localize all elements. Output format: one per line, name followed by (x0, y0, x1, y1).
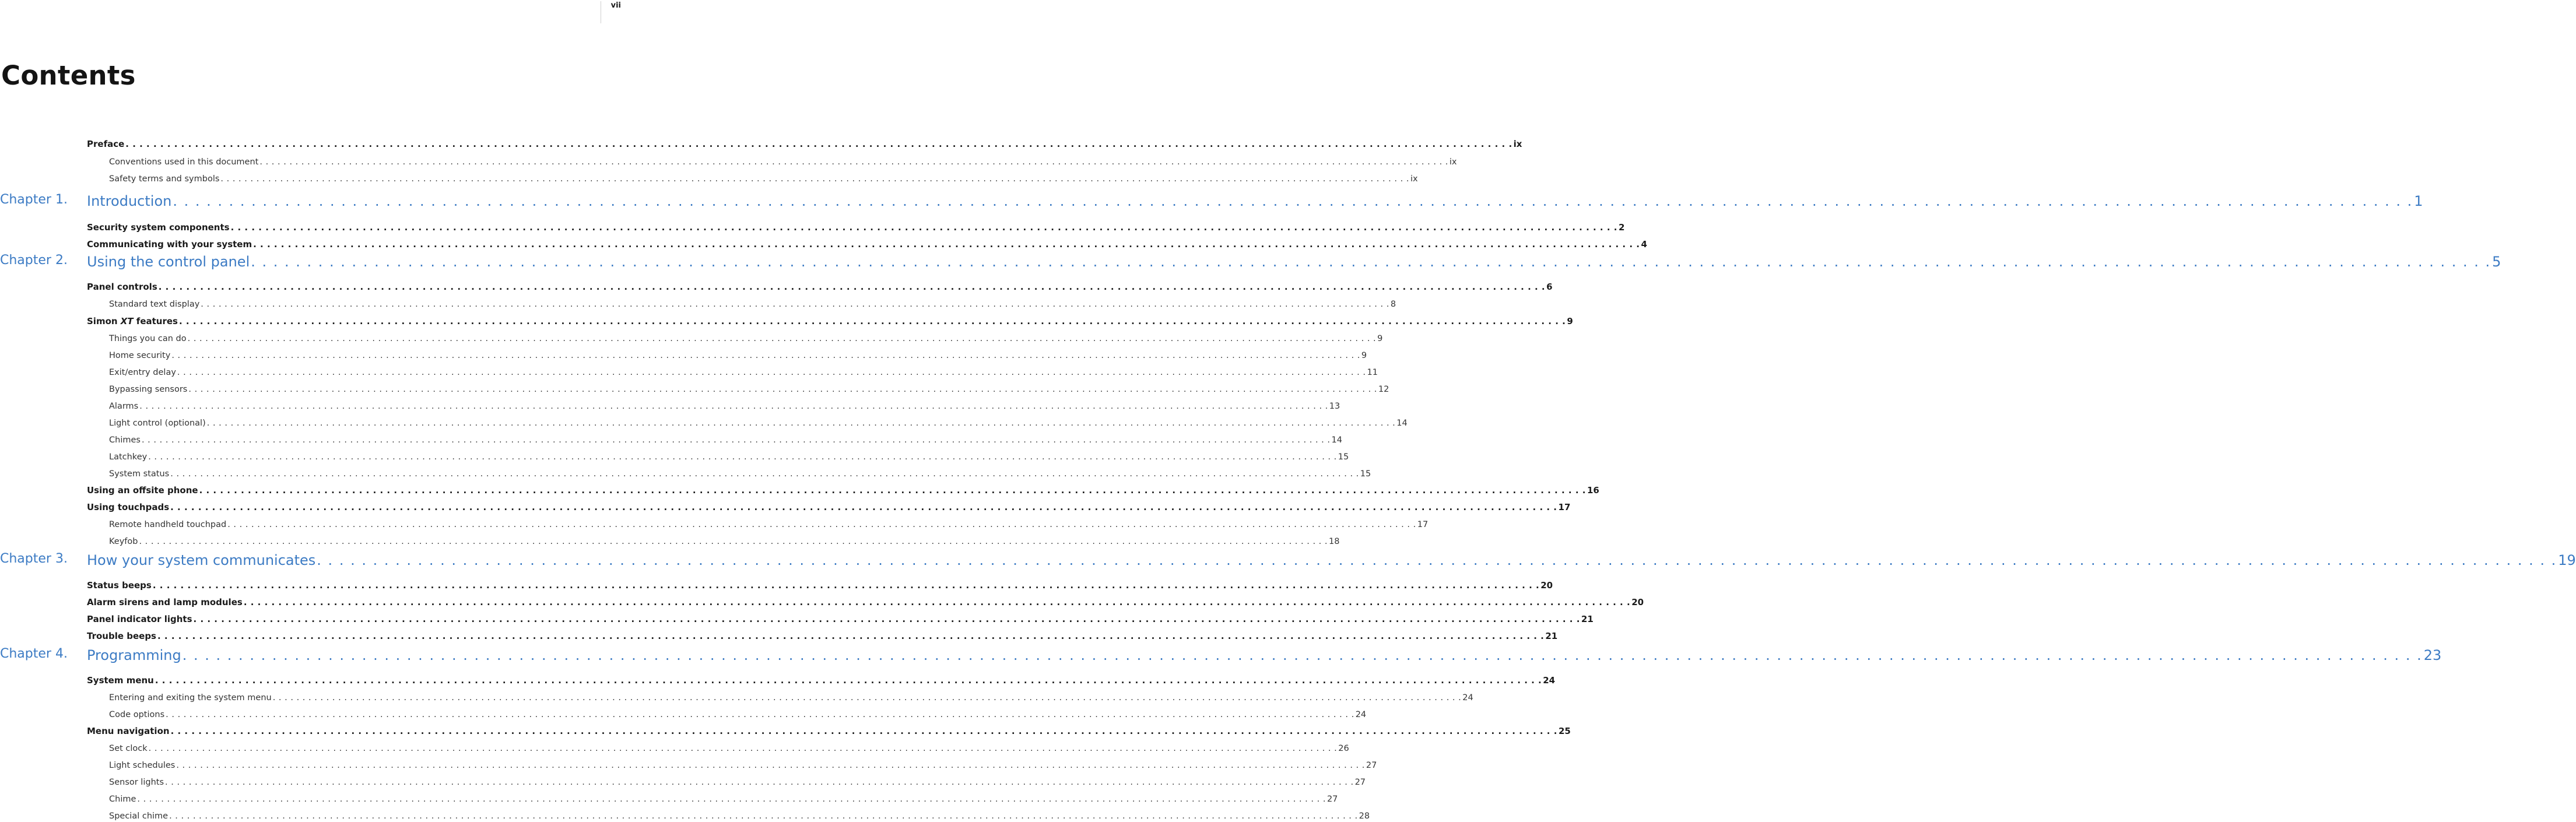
toc-entry[interactable] (0, 641, 2442, 665)
toc-entry-label: Panel controls (87, 282, 157, 292)
toc-entry-page: 20 (1631, 597, 1644, 607)
toc-entry-label: Simon XT features (87, 316, 178, 326)
toc-entry-label: Using an offsite phone (87, 485, 198, 496)
toc-entry[interactable] (0, 591, 1644, 609)
toc-entry-page: 5 (2492, 254, 2501, 270)
toc-entry-label: Chimes (109, 435, 141, 445)
toc-entry-label: Special chime (109, 812, 169, 821)
toc-entry-page: 17 (1558, 502, 1571, 512)
toc-entry-label: Trouble beeps (87, 631, 156, 641)
dot-leader: . . . . . . . . . . . . . . . . . . . . . . . . . . . . . . . . . . . . . . . . . . . . . . . . . . . . . . . . . . . . . . . . . . . . . . . . . . . . . . . . . . . . . . . . . . . . . . . . . . . . . . . . . . . . . . . . . . . . . . . . . . . . . . . . . . . . . . . . . . . . . . . . . . . . . . . . . . . . . . . . . . . . . . . . . . . . . . . . . . . . . . . . . . . . . . . . . . . . . . . . (230, 222, 1617, 233)
toc-entry-label: Remote handheld touchpad (109, 520, 227, 529)
toc-entry-page: 15 (1338, 452, 1349, 462)
toc-entry-label: Using the control panel (87, 254, 250, 270)
toc-entry-page: 27 (1354, 778, 1366, 787)
toc-entry-label: Home security (109, 351, 171, 360)
dot-leader: . . . . . . . . . . . . . . . . . . . . . . . . . . . . . . . . . . . . . . . . . . . . . . . . . . . . . . . . . . . . . . . . . . . . . . . . . . . . . . . . . . . . . . . . . . . . . . . . . . . . . . . . . . . . . . . . . . . . . . . . . . . . . . . . . . . . . . . . . . . . . . . . . . . . . . . . . . . . . . . . . . . . . . . . . . . . . . . . . . . . . . . . . . . . . . . . . . . . . . . . (158, 282, 1546, 292)
dot-leader: . . . . . . . . . . . . . . . . . . . . . . . . . . . . . . . . . . . . . . . . . . . . . . . . . . . . . . . . . . . . . . . . . . . . . . . . . . . . . . . . . . . . . . . . . . . . . . . . . . . . . . . . . . . . . . . . . . . . . . . . . . . . . . . . . . . . . . . . . . . . . . . . . . . . . . . . . . . . . . . . . . . . . . . . . . . . . . . . . . . . . . . . . . . . . . . . . . . . . . . . (253, 239, 1640, 250)
toc-entry-page: 17 (1417, 520, 1429, 529)
toc-entry[interactable] (0, 546, 2576, 570)
chapter-number: Chapter 3. (0, 551, 68, 566)
toc-entry-page: 12 (1378, 385, 1389, 394)
dot-leader: . . . . . . . . . . . . . . . . . . . . . . . . . . . . . . . . . . . . . . . . . . . . . . . . . . . . . . . . . . . . . . . . . . . . . . . . . . . . . . . . . . . . . . . . . . . . . . . . . . . . . . . . . . . . . . . . . . . . . . . . . . . . . . . . . . . . . . . . . . . . . . . . . . . . . . . . . . . . . . . . . . . . . . . . . . . . . . . . . . . . . . . . . . . . . . . . . . . . . . . . (170, 469, 1359, 479)
toc-entry-page: 19 (2558, 552, 2576, 568)
toc-entry[interactable] (0, 187, 2423, 210)
toc-entry[interactable] (0, 513, 1429, 531)
toc-entry[interactable] (0, 703, 1367, 721)
toc-entry-label: Keyfob (109, 537, 138, 546)
dot-leader: . . . . . . . . . . . . . . . . . . . . . . . . . . . . . . . . . . . . . . . . . . . . . . . . . . . . . . . . . . . . . . . . . . . . . . . . . . . . . . . . . . . . . . . . . . . . . . . . . . . . . . . . . . . . . . . . . . . . . . . . . . . . . . . . . . . . . . . . . . . . . . . . . . . . . . . . . . . . . . . . . . . . . . . . . . . . . . . . . . . . . . . . . . . . . . . . . . . . . . . . (152, 580, 1540, 591)
toc-entry-label: Programming (87, 647, 181, 663)
toc-entry[interactable] (0, 310, 1573, 328)
toc-entry-label: Preface (87, 139, 125, 149)
dot-leader: . . . . . . . . . . . . . . . . . . . . . . . . . . . . . . . . . . . . . . . . . . . . . . . . . . . . . . . . . . . . . . . . . . . . . . . . . . . . . . . . . . . . . . . . . . . . . . . . . . . . . . . . . . . . . . . . . . . . . . . . . . . . . . . . . . . . . . . . . . . . . . . . . . . . . . . . . . . . . . . . . . . . . . . . . . . . . . . . . . . . . . . . . . . . . . . . . . . . . . . . (170, 502, 1557, 512)
toc-entry[interactable] (0, 625, 1558, 642)
toc-entry-label: Communicating with your system (87, 239, 252, 250)
toc-entry[interactable] (0, 608, 1594, 626)
dot-leader: . . . . . . . . . . . . . . . . . . . . . . . . . . . . . . . . . . . . . . . . . . . . . . . . . . . . . . . . . . . . . . . . . . . . . . . . . . . . . . . . . . . . . . . . . . . . . . . . . . . . . . . . . . . . . . . . . . . . . . . . . . . . . . . . . . . . . . . . . . . . . . . . . . . . . . . . . . . . . . . . . . . . . . . . . . . . . . . . . . . . . . . . . . . . . . . . . . . . . . . . (259, 157, 1448, 167)
toc-entry-page: 18 (1329, 537, 1340, 546)
toc-entry[interactable] (0, 669, 1556, 687)
dot-leader: . . . . . . . . . . . . . . . . . . . . . . . . . . . . . . . . . . . . . . . . . . . . . . . . . . . . . . . . . . . . . . . . . . . . . . . . . . . . . . . . . . . . . . . . . . . . . . . . . . . . . . . . . . . . . . . . . . . . . . . . . . . . . . . . . . . . . . . . . . . . . . . . . . . . . . . . . . . . . . . . . . . . . . . . . . . . . . . . . . . . . . . . . . . . . . . . . . . . . . . . (165, 778, 1354, 787)
dot-leader: . . . . . . . . . . . . . . . . . . . . . . . . . . . . . . . . . . . . . . . . . . . . . . . . . . . . . . . . . . . . . . . . . . . . . . . . . . . . . . . . . . . . . . . . . . . . . . . . . . . . . . . . . . . . . . . . . . . . . . . . . . . . . . . . . . . . . . . . . . . . . . . . . . . . . . . . . . . . . . . . . . . . . . . . . . . . . . . . . . . . . . . . . . . . . . . . . . . . . . . . (193, 614, 1580, 624)
chapter-number: Chapter 2. (0, 253, 68, 268)
toc-entry[interactable] (0, 788, 1338, 805)
dot-leader: . . . . . . . . . . . . . . . . . . . . . . . . . . . . . . . . . . . . . . . . . . . . . . . . . . . . . . . . . . . . . . . . . . . . . . . . . . . . . . . . . . . . . . . . . . . . . . . . . . . . . . . . . . . . . . . . . . . . . . . . . . . . . . . . . . . . . . . . . . . . . . . . . . . . . . . . . . . . . . . . . . . . . . . . . . . . . . . . . . . . . . . . . . . . . . . . . . . . . . . . (125, 139, 1512, 149)
dot-leader: . . . . . . . . . . . . . . . . . . . . . . . . . . . . . . . . . . . . . . . . . . . . . . . . . . . . . . . . . . . . . . . . . . . . . . . . . . . . . . . . . . . . . . . . . . . . . . . . . . . . . . . . . . . . . . . . . . . . . . . . . . . . . . . . . . . . . . . . . . . . . . . . . . . . . . . . . . . . . . . . . . . . . . . . . . . . . . . . . . . . . . . . . . . . . . . . . . . . . . . . (141, 435, 1331, 445)
toc-entry[interactable] (0, 428, 1342, 446)
toc-entry-label: Set clock (109, 744, 148, 753)
page-number: vii (601, 1, 622, 23)
dot-leader: . . . . . . . . . . . . . . . . . . . . . . . . . . . . . . . . . . . . . . . . . . . . . . . . . . . . . . . . . . . . . . . . . . . . . . . . . . . . . . . . . . . . . . . . . . . . . . . . . . . . . . . . . . . . . . . . . . . . . . . . . . . . . . . . . . . . . . . . . . . . . . . . . . . . . . . . . . . . . . . . . . . . . . . . . . . . . . . . . . . . . . . . . . . . . . . . . . . . . . . . (317, 552, 2557, 568)
toc-entry-label: Code options (109, 710, 165, 719)
dot-leader: . . . . . . . . . . . . . . . . . . . . . . . . . . . . . . . . . . . . . . . . . . . . . . . . . . . . . . . . . . . . . . . . . . . . . . . . . . . . . . . . . . . . . . . . . . . . . . . . . . . . . . . . . . . . . . . . . . . . . . . . . . . . . . . . . . . . . . . . . . . . . . . . . . . . . . . . . . . . . . . . . . . . . . . . . . . . . . . . . . . . . . . . . . . . . . . . . . . . . . . . (169, 812, 1358, 821)
toc-entry-label: Alarm sirens and lamp modules (87, 597, 243, 607)
toc-entry[interactable] (0, 276, 1553, 293)
toc-entry-page: 16 (1587, 485, 1599, 496)
dot-leader: . . . . . . . . . . . . . . . . . . . . . . . . . . . . . . . . . . . . . . . . . . . . . . . . . . . . . . . . . . . . . . . . . . . . . . . . . . . . . . . . . . . . . . . . . . . . . . . . . . . . . . . . . . . . . . . . . . . . . . . . . . . . . . . . . . . . . . . . . . . . . . . . . . . . . . . . . . . . . . . . . . . . . . . . . . . . . . . . . . . . . . . . . . . . . . . . . . . . . . . . (201, 300, 1389, 309)
toc-entry[interactable] (0, 720, 1571, 737)
toc-entry[interactable] (0, 344, 1367, 361)
dot-leader: . . . . . . . . . . . . . . . . . . . . . . . . . . . . . . . . . . . . . . . . . . . . . . . . . . . . . . . . . . . . . . . . . . . . . . . . . . . . . . . . . . . . . . . . . . . . . . . . . . . . . . . . . . . . . . . . . . . . . . . . . . . . . . . . . . . . . . . . . . . . . . . . . . . . . . . . . . . . . . . . . . . . . . . . . . . . . . . . . . . . . . . . . . . . . . . . . . . . . . . . (148, 744, 1338, 753)
toc-entry-page: 11 (1367, 368, 1378, 377)
toc-entry[interactable] (0, 412, 1408, 429)
toc-entry-page: 23 (2423, 647, 2442, 663)
dot-leader: . . . . . . . . . . . . . . . . . . . . . . . . . . . . . . . . . . . . . . . . . . . . . . . . . . . . . . . . . . . . . . . . . . . . . . . . . . . . . . . . . . . . . . . . . . . . . . . . . . . . . . . . . . . . . . . . . . . . . . . . . . . . . . . . . . . . . . . . . . . . . . . . . . . . . . . . . . . . . . . . . . . . . . . . . . . . . . . . . . . . . . . . . . . . . . . . . . . . . . . . (243, 597, 1631, 607)
toc-entry[interactable] (0, 754, 1377, 771)
toc-entry-label: Menu navigation (87, 726, 170, 736)
toc-entry[interactable] (0, 530, 1340, 547)
dot-leader: . . . . . . . . . . . . . . . . . . . . . . . . . . . . . . . . . . . . . . . . . . . . . . . . . . . . . . . . . . . . . . . . . . . . . . . . . . . . . . . . . . . . . . . . . . . . . . . . . . . . . . . . . . . . . . . . . . . . . . . . . . . . . . . . . . . . . . . . . . . . . . . . . . . . . . . . . . . . . . . . . . . . . . . . . . . . . . . . . . . . . . . . . . . . . . . . . . . . . . . . (199, 485, 1586, 496)
toc-entry[interactable] (0, 167, 1418, 185)
toc-entry[interactable] (0, 737, 1349, 754)
dot-leader: . . . . . . . . . . . . . . . . . . . . . . . . . . . . . . . . . . . . . . . . . . . . . . . . . . . . . . . . . . . . . . . . . . . . . . . . . . . . . . . . . . . . . . . . . . . . . . . . . . . . . . . . . . . . . . . . . . . . . . . . . . . . . . . . . . . . . . . . . . . . . . . . . . . . . . . . . . . . . . . . . . . . . . . . . . . . . . . . . . . . . . . . . . . . . . . . . . . . . . . . (157, 631, 1545, 641)
toc-entry-label: Exit/entry delay (109, 368, 176, 377)
dot-leader: . . . . . . . . . . . . . . . . . . . . . . . . . . . . . . . . . . . . . . . . . . . . . . . . . . . . . . . . . . . . . . . . . . . . . . . . . . . . . . . . . . . . . . . . . . . . . . . . . . . . . . . . . . . . . . . . . . . . . . . . . . . . . . . . . . . . . . . . . . . . . . . . . . . . . . . . . . . . . . . . . . . . . . . . . . . . . . . . . . . . . . . . . . . . . . . . . . . . . . . . (206, 419, 1396, 428)
toc-entry-label: Things you can do (109, 334, 187, 343)
toc-entry-label: Status beeps (87, 580, 152, 591)
toc-entry-page: 9 (1567, 316, 1573, 326)
toc-entry-page: 26 (1338, 744, 1349, 753)
dot-leader: . . . . . . . . . . . . . . . . . . . . . . . . . . . . . . . . . . . . . . . . . . . . . . . . . . . . . . . . . . . . . . . . . . . . . . . . . . . . . . . . . . . . . . . . . . . . . . . . . . . . . . . . . . . . . . . . . . . . . . . . . . . . . . . . . . . . . . . . . . . . . . . . . . . . . . . . . . . . . . . . . . . . . . . . . . . . . . . . . . . . . . . . . . . . . . . . . . . . . . . . (148, 452, 1337, 462)
toc-entry[interactable] (0, 293, 1396, 310)
toc-entry-label: Security system components (87, 222, 230, 233)
dot-leader: . . . . . . . . . . . . . . . . . . . . . . . . . . . . . . . . . . . . . . . . . . . . . . . . . . . . . . . . . . . . . . . . . . . . . . . . . . . . . . . . . . . . . . . . . . . . . . . . . . . . . . . . . . . . . . . . . . . . . . . . . . . . . . . . . . . . . . . . . . . . . . . . . . . . . . . . . . . . . . . . . . . . . . . . . . . . . . . . . . . . . . . . . . . . . . . . . . . . . . . . (137, 795, 1326, 804)
toc-entry-page: 24 (1355, 710, 1367, 719)
dot-leader: . . . . . . . . . . . . . . . . . . . . . . . . . . . . . . . . . . . . . . . . . . . . . . . . . . . . . . . . . . . . . . . . . . . . . . . . . . . . . . . . . . . . . . . . . . . . . . . . . . . . . . . . . . . . . . . . . . . . . . . . . . . . . . . . . . . . . . . . . . . . . . . . . . . . . . . . . . . . . . . . . . . . . . . . . . . . . . . . . . . . . . . . . . . . . . . . . . . . . . . . (272, 693, 1462, 702)
dot-leader: . . . . . . . . . . . . . . . . . . . . . . . . . . . . . . . . . . . . . . . . . . . . . . . . . . . . . . . . . . . . . . . . . . . . . . . . . . . . . . . . . . . . . . . . . . . . . . . . . . . . . . . . . . . . . . . . . . . . . . . . . . . . . . . . . . . . . . . . . . . . . . . . . . . . . . . . . . . . . . . . . . . . . . . . . . . . . . . . . . . . . . . . . . . . . . . . . . . . . . . . (171, 351, 1360, 360)
toc-entry-page: 27 (1326, 795, 1338, 804)
toc-entry-label: System status (109, 469, 170, 479)
toc-entry-page: 21 (1545, 631, 1558, 641)
toc-entry[interactable] (0, 378, 1389, 395)
toc-entry-page: 27 (1366, 761, 1377, 770)
toc-entry[interactable] (0, 248, 2501, 271)
toc-entry[interactable] (0, 496, 1571, 514)
dot-leader: . . . . . . . . . . . . . . . . . . . . . . . . . . . . . . . . . . . . . . . . . . . . . . . . . . . . . . . . . . . . . . . . . . . . . . . . . . . . . . . . . . . . . . . . . . . . . . . . . . . . . . . . . . . . . . . . . . . . . . . . . . . . . . . . . . . . . . . . . . . . . . . . . . . . . . . . . . . . . . . . . . . . . . . . . . . . . . . . . . . . . . . . . . . . . . . . . . . . . . . . (139, 537, 1328, 546)
chapter-number: Chapter 1. (0, 192, 68, 207)
dot-leader: . . . . . . . . . . . . . . . . . . . . . . . . . . . . . . . . . . . . . . . . . . . . . . . . . . . . . . . . . . . . . . . . . . . . . . . . . . . . . . . . . . . . . . . . . . . . . . . . . . . . . . . . . . . . . . . . . . . . . . . . . . . . . . . . . . . . . . . . . . . . . . . . . . . . . . . . . . . . . . . . . . . . . . . . . . . . . . . . . . . . . . . . . . . . . . . . . . . . . . . . (170, 726, 1557, 736)
toc-entry-label: Sensor lights (109, 778, 164, 787)
toc-entry-page: 28 (1359, 812, 1370, 821)
toc-entry-label: Standard text display (109, 300, 200, 309)
dot-leader: . . . . . . . . . . . . . . . . . . . . . . . . . . . . . . . . . . . . . . . . . . . . . . . . . . . . . . . . . . . . . . . . . . . . . . . . . . . . . . . . . . . . . . . . . . . . . . . . . . . . . . . . . . . . . . . . . . . . . . . . . . . . . . . . . . . . . . . . . . . . . . . . . . . . . . . . . . . . . . . . . . . . . . . . . . . . . . . . . . . . . . . . . . . . . . . . . . . . . . . . (166, 710, 1354, 719)
toc-entry-label: Light control (optional) (109, 419, 206, 428)
toc-entry-label: Entering and exiting the system menu (109, 693, 272, 702)
toc-entry[interactable] (0, 216, 1625, 234)
toc-entry[interactable] (0, 574, 1553, 592)
toc-entry[interactable] (0, 805, 1370, 822)
toc-entry[interactable] (0, 445, 1349, 463)
toc-entry-label: Safety terms and symbols (109, 174, 220, 184)
toc-entry-label: How your system communicates (87, 552, 316, 568)
toc-entry-label: Bypassing sensors (109, 385, 188, 394)
chapter-number: Chapter 4. (0, 647, 68, 661)
dot-leader: . . . . . . . . . . . . . . . . . . . . . . . . . . . . . . . . . . . . . . . . . . . . . . . . . . . . . . . . . . . . . . . . . . . . . . . . . . . . . . . . . . . . . . . . . . . . . . . . . . . . . . . . . . . . . . . . . . . . . . . . . . . . . . . . . . . . . . . . . . . . . . . . . . . . . . . . . . . . . . . . . . . . . . . . . . . . . . . . . . . . . . . . . . . . . . . . . . . . . . . . (188, 385, 1377, 394)
toc-entry-page: 2 (1618, 222, 1625, 233)
toc-entry-page: 20 (1540, 580, 1553, 591)
dot-leader: . . . . . . . . . . . . . . . . . . . . . . . . . . . . . . . . . . . . . . . . . . . . . . . . . . . . . . . . . . . . . . . . . . . . . . . . . . . . . . . . . . . . . . . . . . . . . . . . . . . . . . . . . . . . . . . . . . . . . . . . . . . . . . . . . . . . . . . . . . . . . . . . . . . . . . . . . . . . . . . . . . . . . . . . . . . . . . . . . . . . . . . . . . . . . . . . . . . . . . . . (176, 761, 1365, 770)
dot-leader: . . . . . . . . . . . . . . . . . . . . . . . . . . . . . . . . . . . . . . . . . . . . . . . . . . . . . . . . . . . . . . . . . . . . . . . . . . . . . . . . . . . . . . . . . . . . . . . . . . . . . . . . . . . . . . . . . . . . . . . . . . . . . . . . . . . . . . . . . . . . . . . . . . . . . . . . . . . . . . . . . . . . . . . . . . . . . . . . . . . . . . . . . . . . . . . . . . . . . . . . (187, 334, 1377, 343)
toc-entry-label: Using touchpads (87, 502, 170, 512)
toc-entry-label: Light schedules (109, 761, 176, 770)
toc-entry-label: Introduction (87, 193, 172, 209)
toc-entry-page: ix (1449, 157, 1457, 167)
dot-leader: . . . . . . . . . . . . . . . . . . . . . . . . . . . . . . . . . . . . . . . . . . . . . . . . . . . . . . . . . . . . . . . . . . . . . . . . . . . . . . . . . . . . . . . . . . . . . . . . . . . . . . . . . . . . . . . . . . . . . . . . . . . . . . . . . . . . . . . . . . . . . . . . . . . . . . . . . . . . . . . . . . . . . . . . . . . . . . . . . . . . . . . . . . . . . . . . . . . . . . . . (251, 254, 2491, 270)
toc-entry-label: System menu (87, 675, 154, 686)
toc-entry-page: 9 (1377, 334, 1383, 343)
toc-entry[interactable] (0, 395, 1340, 412)
toc-entry-page: 13 (1329, 402, 1340, 411)
toc-entry[interactable] (0, 771, 1366, 788)
toc-entry-page: 8 (1390, 300, 1396, 309)
dot-leader: . . . . . . . . . . . . . . . . . . . . . . . . . . . . . . . . . . . . . . . . . . . . . . . . . . . . . . . . . . . . . . . . . . . . . . . . . . . . . . . . . . . . . . . . . . . . . . . . . . . . . . . . . . . . . . . . . . . . . . . . . . . . . . . . . . . . . . . . . . . . . . . . . . . . . . . . . . . . . . . . . . . . . . . . . . . . . . . . . . . . . . . . . . . . . . . . . . . . . . . . (173, 193, 2413, 209)
dot-leader: . . . . . . . . . . . . . . . . . . . . . . . . . . . . . . . . . . . . . . . . . . . . . . . . . . . . . . . . . . . . . . . . . . . . . . . . . . . . . . . . . . . . . . . . . . . . . . . . . . . . . . . . . . . . . . . . . . . . . . . . . . . . . . . . . . . . . . . . . . . . . . . . . . . . . . . . . . . . . . . . . . . . . . . . . . . . . . . . . . . . . . . . . . . . . . . . . . . . . . . . (155, 675, 1542, 686)
toc-entry[interactable] (0, 686, 1473, 704)
toc-entry[interactable] (0, 150, 1457, 168)
toc-entry-page: 9 (1361, 351, 1367, 360)
toc-entry[interactable] (0, 479, 1599, 497)
dot-leader: . . . . . . . . . . . . . . . . . . . . . . . . . . . . . . . . . . . . . . . . . . . . . . . . . . . . . . . . . . . . . . . . . . . . . . . . . . . . . . . . . . . . . . . . . . . . . . . . . . . . . . . . . . . . . . . . . . . . . . . . . . . . . . . . . . . . . . . . . . . . . . . . . . . . . . . . . . . . . . . . . . . . . . . . . . . . . . . . . . . . . . . . . . . . . . . . . . . . . . . . (139, 402, 1328, 411)
toc-entry[interactable] (0, 133, 1522, 150)
toc-entry-page: ix (1513, 139, 1522, 149)
toc-entry-label: Chime (109, 795, 136, 804)
toc-entry-page: 25 (1558, 726, 1571, 736)
toc-entry-page: 14 (1331, 435, 1342, 445)
toc-entry-page: 14 (1396, 419, 1408, 428)
toc-entry-page: 21 (1581, 614, 1594, 624)
toc-entry-label: Conventions used in this document (109, 157, 259, 167)
toc-entry-label: Latchkey (109, 452, 148, 462)
toc-entry-page: 6 (1546, 282, 1553, 292)
toc-entry-page: 24 (1462, 693, 1473, 702)
toc-entry[interactable] (0, 462, 1371, 480)
toc-entry-label: Alarms (109, 402, 139, 411)
toc-entry-page: ix (1410, 174, 1418, 184)
toc-entry-page: 4 (1641, 239, 1647, 250)
dot-leader: . . . . . . . . . . . . . . . . . . . . . . . . . . . . . . . . . . . . . . . . . . . . . . . . . . . . . . . . . . . . . . . . . . . . . . . . . . . . . . . . . . . . . . . . . . . . . . . . . . . . . . . . . . . . . . . . . . . . . . . . . . . . . . . . . . . . . . . . . . . . . . . . . . . . . . . . . . . . . . . . . . . . . . . . . . . . . . . . . . . . . . . . . . . . . . . . . . . . . . . . (178, 316, 1566, 326)
dot-leader: . . . . . . . . . . . . . . . . . . . . . . . . . . . . . . . . . . . . . . . . . . . . . . . . . . . . . . . . . . . . . . . . . . . . . . . . . . . . . . . . . . . . . . . . . . . . . . . . . . . . . . . . . . . . . . . . . . . . . . . . . . . . . . . . . . . . . . . . . . . . . . . . . . . . . . . . . . . . . . . . . . . . . . . . . . . . . . . . . . . . . . . . . . . . . . . . . . . . . . . . (227, 520, 1416, 529)
page-title: Contents (1, 60, 136, 91)
toc-entry[interactable] (0, 327, 1383, 345)
toc-entry-page: 15 (1360, 469, 1371, 479)
dot-leader: . . . . . . . . . . . . . . . . . . . . . . . . . . . . . . . . . . . . . . . . . . . . . . . . . . . . . . . . . . . . . . . . . . . . . . . . . . . . . . . . . . . . . . . . . . . . . . . . . . . . . . . . . . . . . . . . . . . . . . . . . . . . . . . . . . . . . . . . . . . . . . . . . . . . . . . . . . . . . . . . . . . . . . . . . . . . . . . . . . . . . . . . . . . . . . . . . . . . . . . . (177, 368, 1366, 377)
toc-entry[interactable] (0, 361, 1378, 378)
toc-entry-page: 24 (1543, 675, 1556, 686)
dot-leader: . . . . . . . . . . . . . . . . . . . . . . . . . . . . . . . . . . . . . . . . . . . . . . . . . . . . . . . . . . . . . . . . . . . . . . . . . . . . . . . . . . . . . . . . . . . . . . . . . . . . . . . . . . . . . . . . . . . . . . . . . . . . . . . . . . . . . . . . . . . . . . . . . . . . . . . . . . . . . . . . . . . . . . . . . . . . . . . . . . . . . . . . . . . . . . . . . . . . . . . . (220, 174, 1409, 184)
toc-entry-label: Panel indicator lights (87, 614, 192, 624)
dot-leader: . . . . . . . . . . . . . . . . . . . . . . . . . . . . . . . . . . . . . . . . . . . . . . . . . . . . . . . . . . . . . . . . . . . . . . . . . . . . . . . . . . . . . . . . . . . . . . . . . . . . . . . . . . . . . . . . . . . . . . . . . . . . . . . . . . . . . . . . . . . . . . . . . . . . . . . . . . . . . . . . . . . . . . . . . . . . . . . . . . . . . . . . . . . . . . . . . . . . . . . . (182, 647, 2423, 663)
toc-entry-page: 1 (2414, 193, 2423, 209)
